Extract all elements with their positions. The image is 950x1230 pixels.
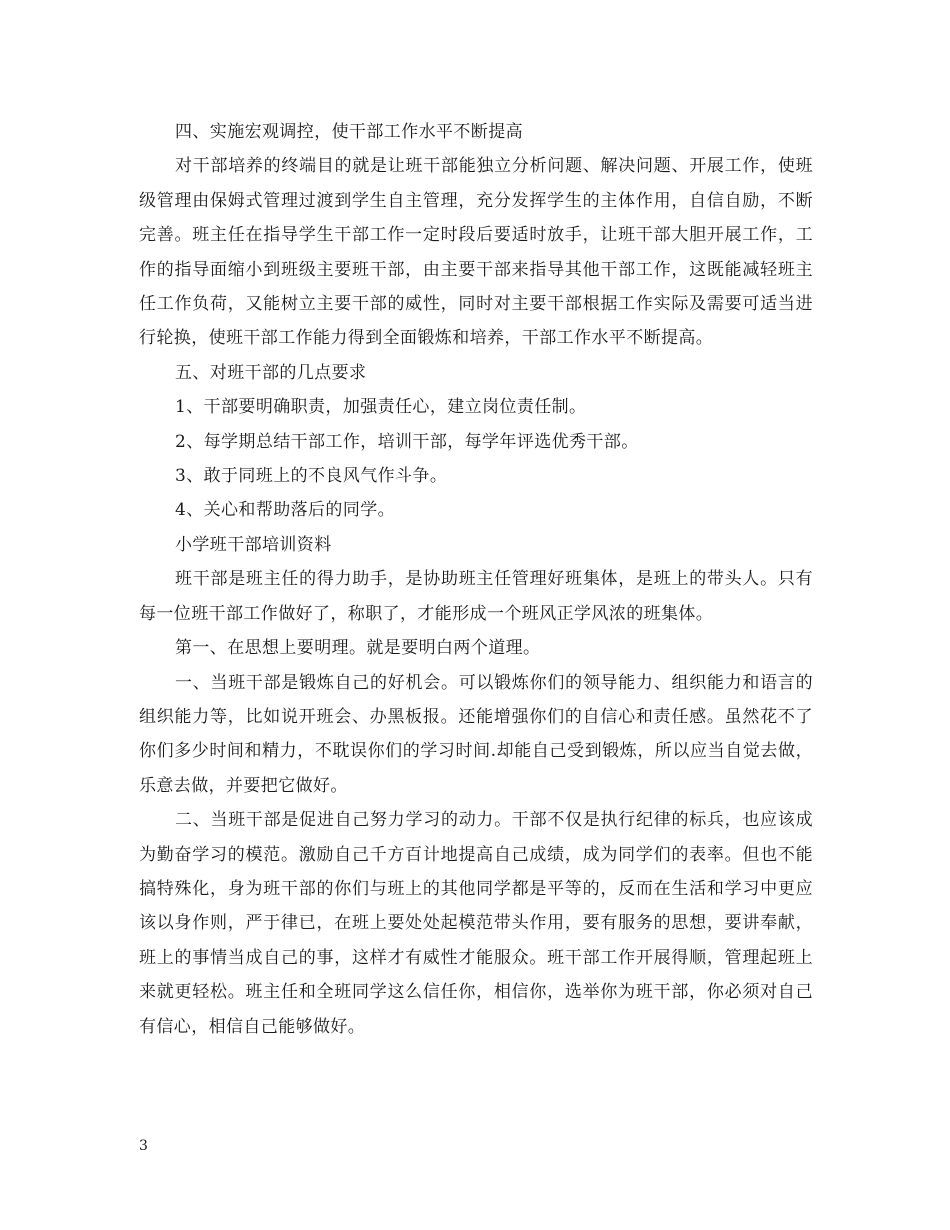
document-body — [139, 115, 813, 1044]
body-paragraph: 一、当班干部是锻炼自己的好机会。可以锻炼你们的领导能力、组织能力和语言的组织能力等，比如说开班会、办黑板报。还能增强你们的自信心和责任感。虽然花不了你们多少时间和精力，不耽误你们的学习时间.却能自己受到锻炼，所以应当自觉去做，乐意去做，并要把它做好。 — [139, 672, 813, 796]
list-item: 1、干部要明确职责，加强责任心，建立岗位责任制。 — [175, 397, 587, 418]
body-paragraph: 二、当班干部是促进自己努力学习的动力。干部不仅是执行纪律的标兵，也应该成为勤奋学习的模范。激励自己千方百计地提高自己成绩，成为同学们的表率。但也不能搞特殊化，身为班干部的你们与班上的其他同学都是平等的，反而在生活和学习中更应该以身作则，严于律已，在班上要处处起模范带头作用，要有服务的思想，要讲奉献，班上的事情当成自己的事，这样才有威性才能服众。班干部工作开展得顺，管理起班上来就更轻松。班主任和全班同学这么信任你，相信你，选举你为班干部，你必须对自己有信心，相信自己能够做好。 — [139, 810, 813, 1037]
list-item: 4、关心和帮助落后的同学。 — [175, 500, 396, 521]
body-paragraph: 班干部是班主任的得力助手，是协助班主任管理好班集体，是班上的带头人。只有每一位班干部工作做好了，称职了，才能形成一个班风正学风浓的班集体。 — [139, 569, 813, 624]
section-heading-5: 五、对班干部的几点要求 — [175, 362, 367, 383]
document-subtitle: 小学班干部培训资料 — [175, 534, 332, 555]
list-item: 2、每学期总结干部工作，培训干部，每学年评选优秀干部。 — [175, 431, 639, 452]
body-paragraph: 对干部培养的终端目的就是让班干部能独立分析问题、解决问题、开展工作，使班级管理由保姆式管理过渡到学生自主管理，充分发挥学生的主体作用，自信自励，不断完善。班主任在指导学生干部工作一定时段后要适时放手，让班干部大胆开展工作，工作的指导面缩小到班级主要班干部，由主要干部来指导其他干部工作，这既能减轻班主任工作负荷，又能树立主要干部的威性，同时对主要干部根据工作实际及需要可适当进行轮换，使班干部工作能力得到全面锻炼和培养，干部工作水平不断提高。 — [139, 156, 813, 349]
section-heading-4: 四、实施宏观调控，使干部工作水平不断提高 — [175, 122, 523, 142]
list-item: 3、敢于同班上的不良风气作斗争。 — [175, 466, 448, 487]
page-number: 3 — [139, 1138, 148, 1154]
point-heading: 第一、在思想上要明理。就是要明白两个道理。 — [175, 638, 541, 659]
